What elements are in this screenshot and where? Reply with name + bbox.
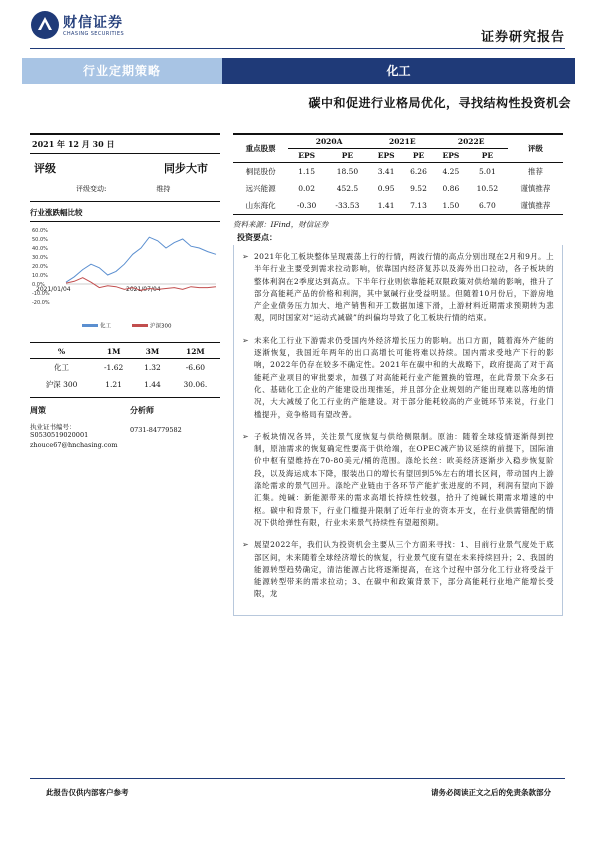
header-cell: 12M — [171, 345, 220, 359]
x-tick-label: 2021/07/04 — [126, 286, 161, 293]
analyst-role: 分析师 — [130, 405, 154, 415]
header-cell: EPS — [288, 149, 325, 163]
analyst-name: 周策 — [30, 405, 46, 415]
main-content — [233, 133, 563, 616]
table-cell: 30.06. — [183, 380, 208, 389]
footer-notice: 请务必阅读正文之后的免责条款部分 — [431, 788, 551, 797]
arrow-bullet-icon: ➢ — [242, 540, 250, 550]
table-cell: 0.95 — [377, 184, 395, 193]
table-cell: 452.5 — [336, 184, 359, 193]
company-logo — [30, 10, 140, 42]
y-tick-label: 10.0% — [32, 273, 48, 279]
table-cell: 山东海化 — [245, 201, 276, 210]
highlights-title: 投资要点： — [237, 232, 277, 242]
table-cell: 谨慎推荐 — [520, 184, 551, 193]
table-cell: 1.50 — [442, 201, 460, 210]
bullet-text: 展望2022年，我们认为投资机会主要从三个方面来寻找：1、目前行业景气度处于底部区间，未来随着全球经济增长的恢复，行业景气度有望在未来持续回升；2、我国的能源转型趋势确定，清洁能源占比将逐渐提高，在这个过程中部分化工行业将受益于能源转型带来的需求拉动；3、在碳中和政策背景下，部分高能耗行业地产能增长受限，龙 — [254, 540, 554, 599]
legend-swatch — [132, 324, 148, 327]
rating-change-value: 维持 — [156, 185, 171, 193]
table-header-row — [30, 345, 220, 359]
list-item — [242, 431, 554, 529]
y-tick-label: 0.0% — [32, 282, 45, 288]
table-cell: 9.52 — [410, 184, 427, 193]
header-cell: 2021E — [370, 135, 435, 149]
table-cell: 1.32 — [144, 363, 161, 372]
table-cell: -0.30 — [297, 201, 317, 210]
table-cell: 1.41 — [377, 201, 395, 210]
rating-row — [30, 154, 220, 176]
y-tick-label: 30.0% — [32, 255, 48, 261]
valuation-table — [233, 135, 563, 214]
arrow-bullet-icon: ➢ — [242, 252, 250, 261]
footer-disclaimer: 此报告仅供内部客户参考 — [46, 788, 129, 797]
table-cell: -1.62 — [104, 363, 124, 372]
table-cell: 18.50 — [336, 167, 359, 176]
rating-label: 评级 — [34, 162, 56, 175]
header-cell: PE — [325, 149, 370, 163]
rating-change-row — [30, 176, 220, 201]
analyst-email[interactable]: zhouce67@hnchasing.com — [30, 441, 118, 449]
divider — [30, 397, 220, 398]
table-cell: 0.02 — [298, 184, 315, 193]
y-tick-label: -10.0% — [32, 291, 50, 297]
brand-name-cn: 财信证券 — [63, 15, 123, 31]
chart-title: 行业涨跌幅比较 — [30, 208, 83, 217]
bullet-text: 2021年化工板块整体呈现震荡上行的行情，两波行情的高点分别出现在2月和9月。上半年行业主要受到需求拉动影响，依靠国内经济复苏以及海外出口拉动，各子板块的整体利润在2季度达到高点。下半年行业则依靠能耗双限政策对供给端的影响，推升了部分高能耗产品的价格和利润，其中氯碱行业受益明显。但随着10月份后，下游房地产企业债务压力加大、地产销售和开工数据加速下滑，上游材料近期需求预期转为悲观，同时国家对“运动式减碳”的纠偏均导致了化工板块行情的结束。 — [254, 252, 554, 323]
legend-swatch — [82, 324, 98, 327]
table-row — [233, 180, 563, 197]
header-cell: 重点股票 — [233, 135, 288, 163]
category-band: 行业定期策略 — [22, 58, 222, 84]
table-row — [233, 163, 563, 181]
list-item — [242, 251, 554, 325]
table-cell: 6.26 — [410, 167, 427, 176]
header-cell: 评级 — [508, 135, 563, 163]
list-item — [242, 335, 554, 421]
rating-value: 同步大市 — [164, 162, 208, 175]
header-cell: PE — [467, 149, 508, 163]
analyst-block — [30, 402, 220, 449]
arrow-bullet-icon: ➢ — [242, 431, 250, 441]
table-row — [30, 376, 220, 393]
x-tick-label: 2021/01/04 — [36, 286, 71, 293]
bullet-text: 未来化工行业下游需求仍受国内外经济增长压力的影响。出口方面，随着海外产能的逐渐恢复，我国近年两年的出口高增长可能将难以持续。国内需求受地产下行的影响，2022年仍存在较多不确定性。2021年在碳中和的大战略下，政府提高了对于高能耗产业项目的审批要求，加强了对高能耗行业产能置换的管理，在此背景下众多石化、基础化工企业的产能建设出现推延，并且部分企业规划的产能出现难以落地的情况，大大减缓了化工行业的产能建设。对于部分能耗较高的产业链环节来说，行业门槛提升，竞争格局有望改善。 — [254, 335, 554, 419]
y-tick-label: 50.0% — [32, 237, 48, 243]
performance-table — [30, 345, 220, 393]
rating-change-label: 评级变动: — [76, 185, 107, 193]
legend-label: 化工 — [100, 323, 112, 330]
header-rule — [30, 48, 565, 49]
table-cell: 谨慎推荐 — [520, 201, 551, 210]
analyst-phone: 0731-84779582 — [130, 426, 182, 434]
footer-rule — [30, 778, 565, 779]
table-row — [30, 359, 220, 377]
table-cell: 0.86 — [442, 184, 460, 193]
y-tick-label: 40.0% — [32, 246, 48, 252]
header-cell: 3M — [134, 345, 171, 359]
table-cell: 1.44 — [144, 380, 161, 389]
series-line — [66, 237, 216, 282]
highlights-box — [233, 245, 563, 616]
header-cell: EPS — [435, 149, 467, 163]
table-cell: 3.41 — [377, 167, 395, 176]
table-cell: 7.13 — [410, 201, 427, 210]
divider — [30, 201, 220, 202]
header-cell: 2020A — [288, 135, 370, 149]
list-item — [242, 539, 554, 600]
bullet-text: 子板块情况各异，关注景气度恢复与供给侧限制。原油：随着全球疫情逐渐得到控制，原油需求的恢复确定性要高于供给端，在OPEC减产协议延续的前提下，国际油价中枢有望维持在70-80美元/桶的范围。涤纶长丝：欧美经济逐渐步入稳步恢复阶段，以及海运成本下降，服装出口的增长有望回到5%左右的增长区间，带动国内上游涤纶需求的景气回升。涤纶产业链由于各环节产能扩张进度的不同，利润有望向下游汇集。纯碱：新能源带来的需求高增长持续性较强，拾升了纯碱长期需求增速的中枢。碳中和背景下，行业门槛提升限制了近年行业的资本开支，在行业供需错配的情况下供给弹性有限，行业未来景气持续性有望超预期。 — [254, 431, 554, 527]
table-cell: -6.60 — [185, 363, 205, 372]
table-cell: 6.70 — [479, 201, 496, 210]
table-source: 资料来源：IFind，财信证券 — [233, 220, 329, 229]
arrow-bullet-icon: ➢ — [242, 335, 250, 345]
legend-label: 沪深300 — [150, 323, 172, 330]
table-cell: 桐昆股份 — [245, 167, 276, 176]
y-tick-label: 60.0% — [32, 228, 48, 234]
table-cell: 沪深 300 — [45, 380, 78, 389]
table-cell: 5.01 — [479, 167, 496, 176]
table-cell: -33.53 — [335, 201, 360, 210]
performance-chart — [30, 222, 220, 340]
table-row — [233, 197, 563, 214]
table-header-row — [233, 135, 563, 149]
brand-name-en: CHASING SECURITIES — [63, 31, 125, 37]
y-tick-label: -20.0% — [32, 300, 50, 306]
logo-mark-icon — [30, 10, 60, 40]
table-cell: 1.21 — [105, 380, 122, 389]
divider — [233, 214, 563, 215]
report-date: 2021 年 12 月 30 日 — [32, 139, 115, 149]
industry-band: 化工 — [222, 58, 575, 84]
table-cell: 1.15 — [298, 167, 315, 176]
header-cell: 2022E — [435, 135, 508, 149]
table-cell: 化工 — [54, 363, 70, 372]
report-type: 证券研究报告 — [480, 30, 565, 45]
divider — [30, 342, 220, 343]
header-cell: PE — [402, 149, 434, 163]
divider — [30, 133, 220, 135]
y-tick-label: 20.0% — [32, 264, 48, 270]
header-cell: EPS — [370, 149, 402, 163]
table-cell: 远兴能源 — [245, 184, 276, 193]
header-cell: % — [30, 345, 93, 359]
left-sidebar — [30, 133, 220, 449]
table-cell: 10.52 — [476, 184, 499, 193]
table-cell: 推荐 — [527, 167, 543, 176]
analyst-license: 执业证书编号：S0530519020001 — [30, 423, 89, 439]
header-cell: 1M — [93, 345, 134, 359]
table-cell: 4.25 — [442, 167, 460, 176]
report-title: 碳中和促进行业格局优化，寻找结构性投资机会 — [308, 96, 571, 110]
